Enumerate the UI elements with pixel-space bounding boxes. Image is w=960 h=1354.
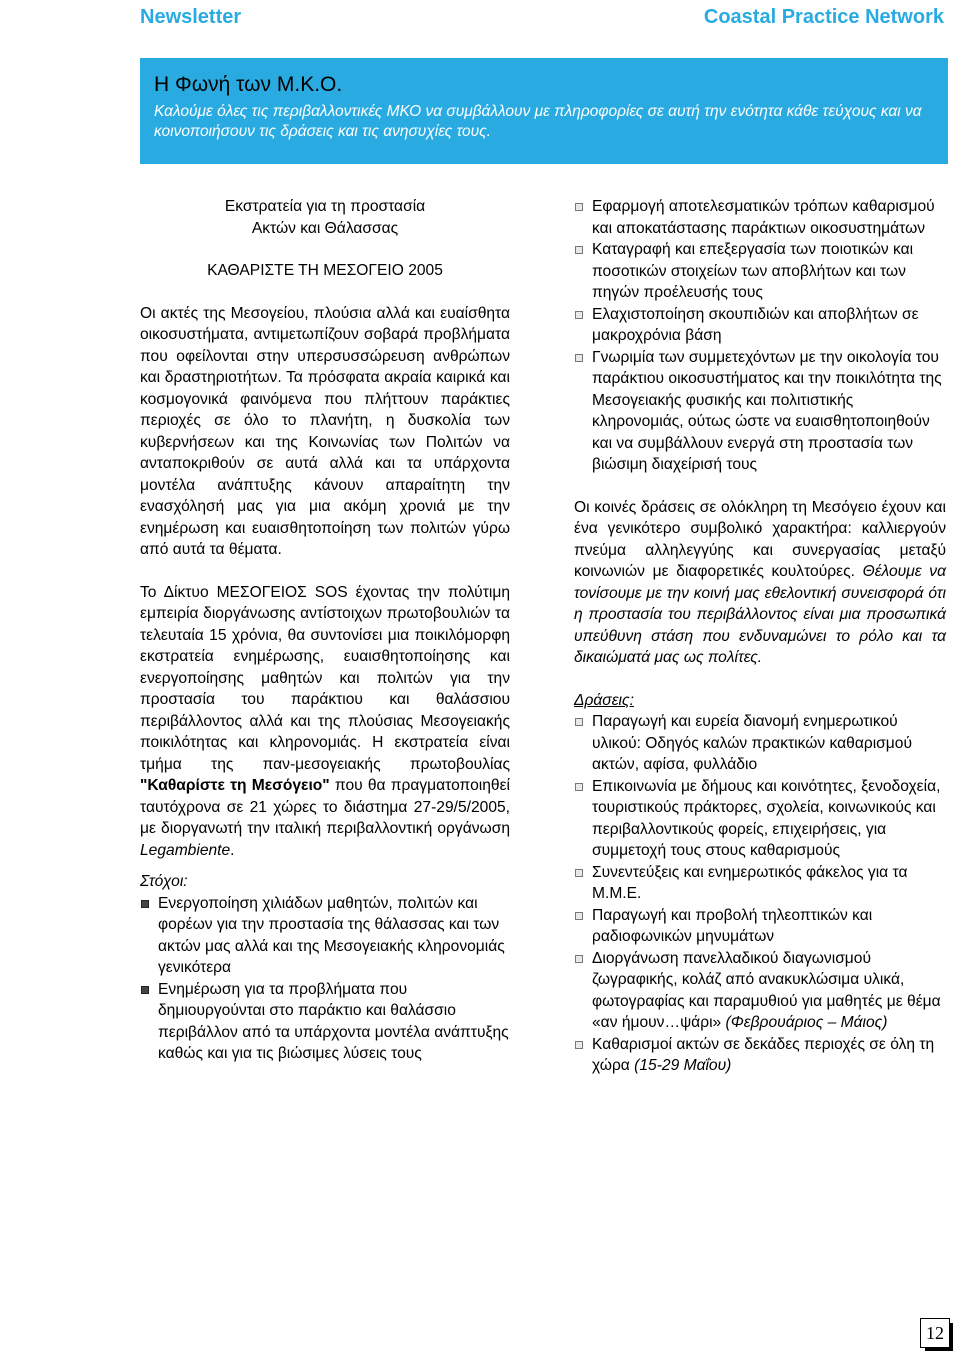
action-item: Συνεντεύξεις και ενημερωτικός φάκελος για τα Μ.Μ.Ε. bbox=[574, 862, 946, 905]
goal-item: Ενεργοποίηση χιλιάδων μαθητών, πολιτών και φορέων για την προστασία της θάλασσας και των ακτών μας αλλά και της Μεσογειακής κληρονομιάς γενικότερα bbox=[140, 893, 510, 979]
banner-subtitle: Καλούμε όλες τις περιβαλλοντικές ΜΚΟ να συμβάλλουν με πληροφορίες σε αυτή την ενότητα κάθε τεύχους και να κοινοποιήσουν τις δράσεις και τις ανησυχίες τους. bbox=[154, 103, 922, 140]
network-paragraph bbox=[140, 582, 510, 862]
campaign-subheading: ΚΑΘΑΡΙΣΤΕ ΤΗ ΜΕΣΟΓΕΙΟ 2005 bbox=[207, 262, 443, 279]
action-text: Διοργάνωση πανελλαδικού διαγωνισμού ζωγραφικής, κολάζ από ανακυκλώσιμα υλικά, φωτογραφίας και παραμυθιού για μαθητές με θέμα «αν ήμουν…ψάρι» bbox=[592, 949, 941, 1031]
joint-actions-paragraph bbox=[574, 497, 946, 669]
organizer-name: Legambiente bbox=[140, 841, 231, 859]
campaign-heading-line2: Ακτών και Θάλασσας bbox=[251, 219, 399, 237]
volunteer-statement: Θέλουμε να τονίσουμε με την κοινή μας εθελοντική συνεισφορά ότι η προστασία του περιβάλλοντος είναι μια προσωπικά υπεύθυνη στάση που ενδυναμώνει το ρόλο και τα δικαιώματά μας ως πολίτες. bbox=[574, 563, 947, 666]
goal-item: Ενημέρωση για τα προβλήματα που δημιουργούνται στο παράκτιο και θαλάσσιο περιβάλλον από τα υπάρχοντα μοντέλα ανάπτυξης καθώς και για τις βιώσιμες λύσεις τους bbox=[140, 979, 510, 1065]
page-number-box bbox=[920, 1318, 950, 1348]
section-banner bbox=[140, 58, 948, 164]
action-item bbox=[574, 1034, 946, 1077]
left-column bbox=[140, 196, 510, 1065]
goals-label: Στόχοι: bbox=[140, 873, 188, 890]
campaign-heading-line1: Εκστρατεία για τη προστασία bbox=[224, 198, 426, 215]
network-paragraph-text-2: που θα πραγματοποιηθεί ταυτόχρονα σε 21 χώρες το διάστημα 27-29/5/2005, με διοργανωτή την ιταλική περιβαλλοντική οργάνωση bbox=[140, 777, 510, 837]
header-newsletter: Newsletter bbox=[140, 6, 242, 28]
action-item: Παραγωγή και προβολή τηλεοπτικών και ραδιοφωνικών μηνυμάτων bbox=[574, 905, 946, 948]
page-header bbox=[140, 6, 948, 36]
intro-paragraph: Οι ακτές της Μεσογείου, πλούσια αλλά και ευαίσθητα οικοσυστήματα, αντιμετωπίζουν σοβαρά προβλήματα που οφείλονται στην υπερσυσσώρευση ανθρώπων και δραστηριοτήτων. Τα πρόσφατα ακραία καιρικά και κοσμογονικά φαινόμενα που πλήττουν παράκτιες περιοχές σε όλο το πλανήτη, η δυσκολία των κυβερνήσεων και της Κοινωνίας των Πολιτών να ανταποκριθούν σε αυτά αλλά και τα υπάρχοντα μοντέλα ανάπτυξης κάνουν απαραίτητη την ενασχόλησή μας για μια ακόμη χρονιά με την ενημέρωση και ευαισθητοποίηση των πολιτών γύρω από αυτά τα θέματα. bbox=[140, 304, 510, 558]
action-dates: (Φεβρουάριος – Μάιος) bbox=[725, 1014, 888, 1031]
action-text: Καθαρισμοί ακτών σε δεκάδες περιοχές σε όλη τη χώρα bbox=[592, 1035, 935, 1074]
banner-title: Η Φωνή των Μ.Κ.Ο. bbox=[154, 73, 343, 96]
joint-actions-text: Οι κοινές δράσεις σε ολόκληρη τη Μεσόγειο έχουν και ένα γενικότερο συμβολικό χαρακτήρα: καλλιεργούν πνεύμα αλληλεγγύης και συνεργασίας μεταξύ κοινωνιών με διαφορετικές κουλτούρες. bbox=[574, 498, 946, 580]
objective-item: Γνωριμία των συμμετεχόντων με την οικολογία του παράκτιου οικοσυστήματος και την ποικιλότητα της Μεσογειακής φυσικής και πολιτιστικής κληρονομιάς, ούτως ώστε να ευαισθητοποιηθούν και να συμβάλλουν ενεργά στη προστασία των βιώσιμη διαχείρισή τους bbox=[574, 347, 946, 476]
actions-list bbox=[574, 711, 946, 1077]
campaign-name: "Καθαρίστε τη Μεσόγειο" bbox=[140, 777, 330, 794]
actions-label: Δράσεις: bbox=[574, 691, 634, 709]
header-network: Coastal Practice Network bbox=[703, 6, 944, 28]
goals-list bbox=[140, 893, 510, 1065]
objective-item: Ελαχιστοποίηση σκουπιδιών και αποβλήτων σε μακροχρόνια βάση bbox=[574, 304, 946, 347]
objective-item: Εφαρμογή αποτελεσματικών τρόπων καθαρισμού και αποκατάστασης παράκτιων οικοσυστημάτων bbox=[574, 196, 946, 239]
page-number: 12 bbox=[926, 1323, 944, 1343]
action-item bbox=[574, 948, 946, 1034]
action-dates: (15-29 Μαΐου) bbox=[634, 1057, 732, 1074]
network-paragraph-end: . bbox=[230, 841, 235, 859]
objectives-list bbox=[574, 196, 946, 476]
action-item: Επικοινωνία με δήμους και κοινότητες, ξενοδοχεία, τουριστικούς πράκτορες, σχολεία, κοινωνικούς και περιβαλλοντικούς φορείς, επιχειρήσεις, για συμμετοχή τους στους καθαρισμούς bbox=[574, 776, 946, 862]
action-item: Παραγωγή και ευρεία διανομή ενημερωτικού υλικού: Οδηγός καλών πρακτικών καθαρισμού ακτών, αφίσα, φυλλάδιο bbox=[574, 711, 946, 776]
objective-item: Καταγραφή και επεξεργασία των ποιοτικών και ποσοτικών στοιχείων των αποβλήτων και των πηγών προέλευσής τους bbox=[574, 239, 946, 304]
right-column bbox=[574, 196, 946, 1077]
network-paragraph-text: Το Δίκτυο ΜΕΣΟΓΕΙΟΣ SOS έχοντας την πολύτιμη εμπειρία διοργάνωσης αντίστοιχων πρωτοβουλιών τα τελευταία 15 χρόνια, θα συντονίσει μια ποικιλόμορφη εκστρατεία ενημέρωσης, ευαισθητοποίησης και ενεργοποίησης μαθητών και πολιτών για την προστασία του παράκτιου και θαλάσσιου περιβάλλοντος αλλά και της πλούσιας Μεσογειακής ποικιλότητας και κληρονομιάς. Η εκστρατεία είναι τμήμα της παν-μεσογειακής πρωτοβουλίας bbox=[140, 583, 510, 773]
